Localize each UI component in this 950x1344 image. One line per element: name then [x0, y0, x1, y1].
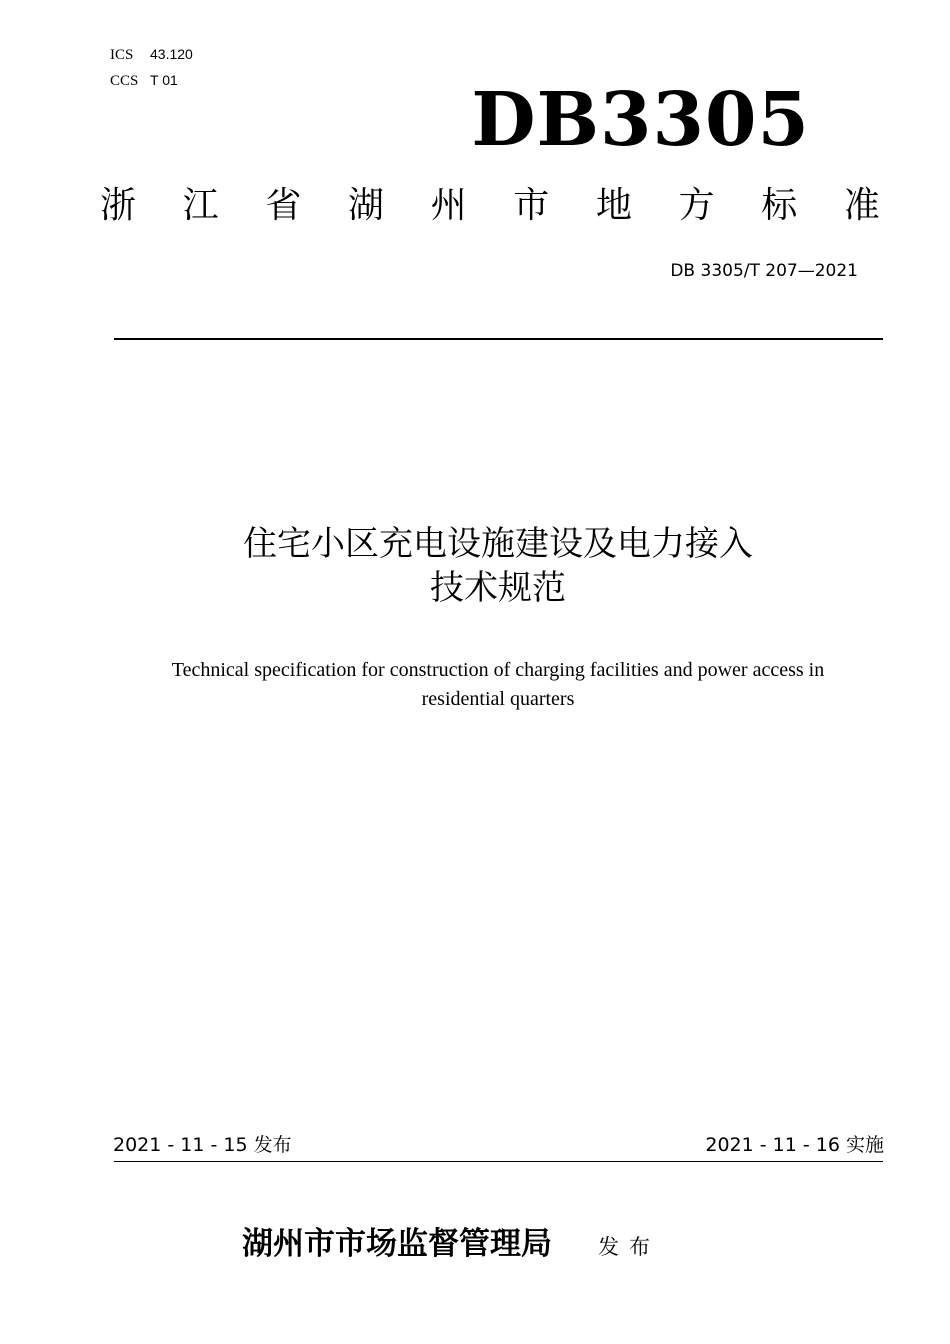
standard-type-char: 浙 — [100, 185, 137, 226]
title-en-line: Technical specification for construction of charging facilities and power access in — [171, 659, 825, 681]
publisher-name: 湖州市市场监督管理局 — [242, 1226, 552, 1262]
publisher-line — [242, 1222, 660, 1266]
standard-type-char: 州 — [430, 185, 467, 226]
title-chinese — [0, 522, 950, 610]
ccs-label: CCS — [110, 73, 139, 89]
standard-number: DB 3305/T 207—2021 — [670, 261, 858, 281]
title-cn-line: 住宅小区充电设施建设及电力接入 — [243, 524, 753, 564]
title-english — [0, 656, 950, 714]
title-cn-line: 技术规范 — [430, 568, 566, 608]
standard-type-heading — [100, 180, 880, 232]
ccs-value: T 01 — [150, 72, 178, 88]
standard-type-char: 标 — [761, 185, 798, 226]
standard-type-char: 方 — [678, 185, 715, 226]
bottom-divider — [114, 1161, 883, 1162]
standard-type-char: 市 — [513, 185, 550, 226]
standard-type-char: 地 — [595, 185, 632, 226]
standard-code: DB3305 — [471, 77, 810, 163]
title-en-line: residential quarters — [421, 688, 575, 710]
ics-value: 43.120 — [150, 46, 193, 62]
standard-type-char: 准 — [843, 185, 880, 226]
top-divider — [114, 338, 883, 340]
publisher-suffix: 发布 — [598, 1235, 660, 1259]
standard-type-char: 江 — [182, 185, 219, 226]
ics-classification — [110, 46, 193, 63]
issue-date: 2021 - 11 - 15 发布 — [113, 1134, 292, 1156]
standard-type-char: 湖 — [347, 185, 384, 226]
implementation-date: 2021 - 11 - 16 实施 — [705, 1134, 884, 1156]
ics-label: ICS — [110, 47, 134, 63]
standard-type-char: 省 — [265, 185, 302, 226]
ccs-classification — [110, 72, 178, 89]
